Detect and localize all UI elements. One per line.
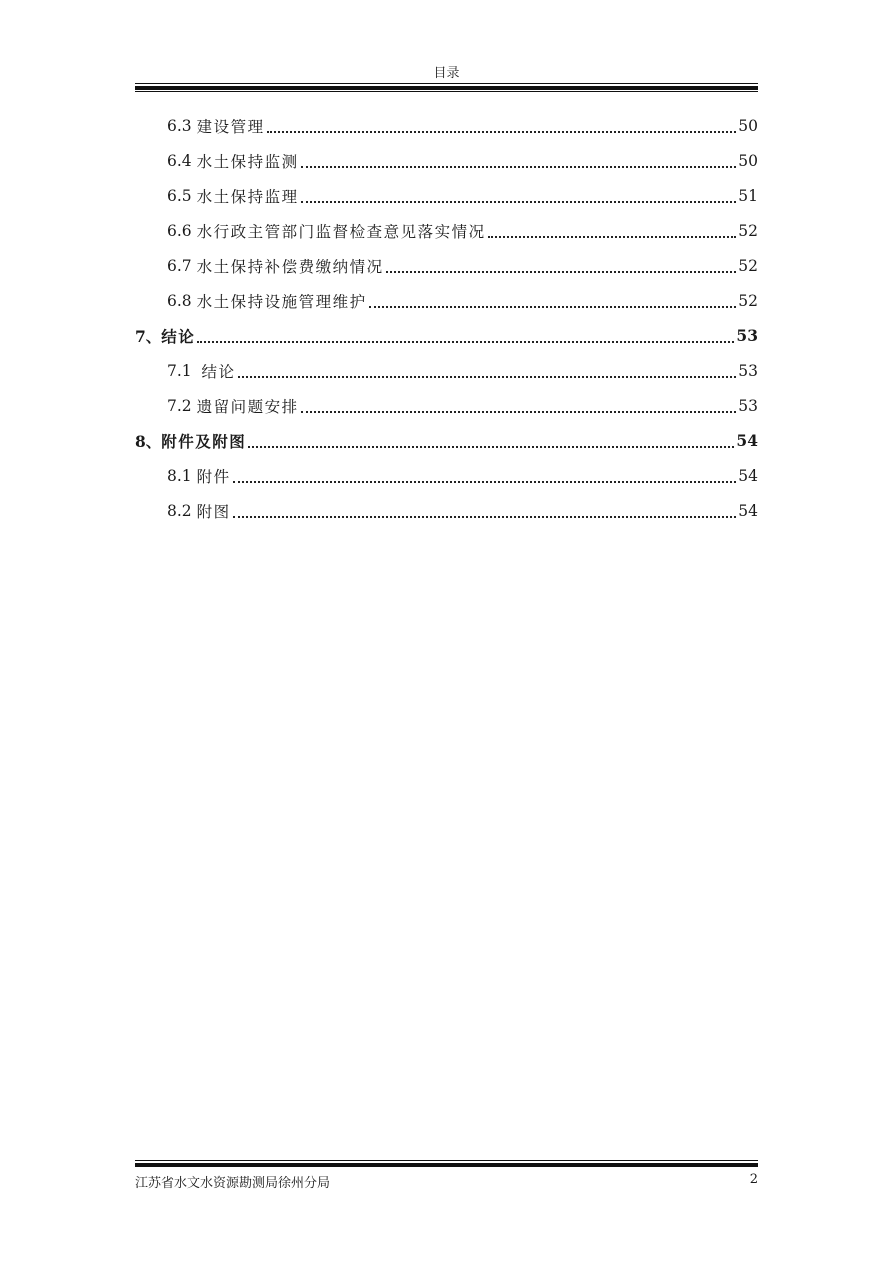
toc-entry-number: 8.1 — [167, 466, 197, 485]
toc-leader-dots — [369, 305, 737, 308]
toc-entry-title: 水土保持监理 — [196, 187, 299, 206]
toc-entry-number: 8.2 — [167, 501, 197, 520]
toc-leader-dots — [197, 340, 734, 343]
header-rule-thin — [135, 91, 758, 92]
toc-leader-dots — [301, 410, 737, 413]
toc-entry[interactable] — [135, 213, 758, 248]
toc-entry-number: 6.8 — [167, 291, 197, 310]
toc-entry-page: 52 — [738, 291, 758, 310]
toc-entry[interactable] — [135, 248, 758, 283]
toc-leader-dots — [301, 200, 737, 203]
toc-entry-page: 53 — [738, 361, 758, 380]
toc-entry-number: 7、 — [135, 326, 162, 346]
toc-leader-dots — [301, 165, 737, 168]
toc-leader-dots — [267, 130, 737, 133]
toc-chapter-entry[interactable] — [135, 423, 758, 458]
toc-entry-title: 水土保持监测 — [196, 152, 299, 171]
toc-entry-page: 54 — [738, 466, 758, 485]
toc-entry-number: 8、 — [135, 431, 162, 451]
toc-entry-page: 50 — [738, 116, 758, 135]
toc-entry[interactable] — [135, 458, 758, 493]
toc-entry-number: 6.3 — [167, 116, 197, 135]
toc-entry-page: 54 — [736, 431, 758, 450]
footer-page-number: 2 — [749, 1172, 758, 1187]
toc-chapter-entry[interactable] — [135, 318, 758, 353]
toc-entry[interactable] — [135, 178, 758, 213]
toc-entry-number: 6.5 — [167, 186, 197, 205]
toc-entry-page: 51 — [738, 186, 758, 205]
toc-leader-dots — [386, 270, 737, 273]
toc-entry[interactable] — [135, 353, 758, 388]
toc-entry-page: 53 — [736, 326, 758, 345]
toc-entry[interactable] — [135, 143, 758, 178]
toc-leader-dots — [238, 375, 737, 378]
toc-entry-title: 附图 — [196, 502, 231, 521]
toc-entry[interactable] — [135, 283, 758, 318]
toc-entry-title: 水土保持补偿费缴纳情况 — [196, 257, 384, 276]
toc-entry-number: 7.2 — [167, 396, 197, 415]
header-rule-thin — [135, 83, 758, 84]
toc-entry-page: 53 — [738, 396, 758, 415]
toc-entry-title: 结论 — [161, 326, 196, 346]
toc-entry[interactable] — [135, 108, 758, 143]
toc-entry-number: 6.4 — [167, 151, 197, 170]
header-rule-thick — [135, 86, 758, 90]
toc-entry-page: 54 — [738, 501, 758, 520]
toc-leader-dots — [248, 445, 734, 448]
toc-entry-title: 结论 — [201, 362, 236, 381]
footer-rule-thin — [135, 1160, 758, 1161]
toc-entry-number: 6.6 — [167, 221, 197, 240]
toc-leader-dots — [233, 515, 737, 518]
toc-entry[interactable] — [135, 388, 758, 423]
toc-leader-dots — [233, 480, 737, 483]
toc-entry-title: 遗留问题安排 — [196, 397, 299, 416]
toc-entry-number: 6.7 — [167, 256, 197, 275]
footer-organization: 江苏省水文水资源勘测局徐州分局 — [135, 1176, 331, 1191]
header-title: 目录 — [433, 66, 460, 81]
toc-entry-title: 附件 — [196, 467, 231, 486]
footer-rule-thick — [135, 1163, 758, 1167]
toc-entry-page: 52 — [738, 256, 758, 275]
toc-entry-title: 附件及附图 — [161, 431, 247, 451]
toc-entry-title: 水行政主管部门监督检查意见落实情况 — [196, 222, 486, 241]
toc-entry-page: 52 — [738, 221, 758, 240]
toc-entry-title: 水土保持设施管理维护 — [196, 292, 367, 311]
toc-entry-number: 7.1 — [167, 361, 202, 380]
toc-entry[interactable] — [135, 493, 758, 528]
toc-entry-page: 50 — [738, 151, 758, 170]
toc-leader-dots — [488, 235, 737, 238]
toc-entry-title: 建设管理 — [196, 117, 265, 136]
